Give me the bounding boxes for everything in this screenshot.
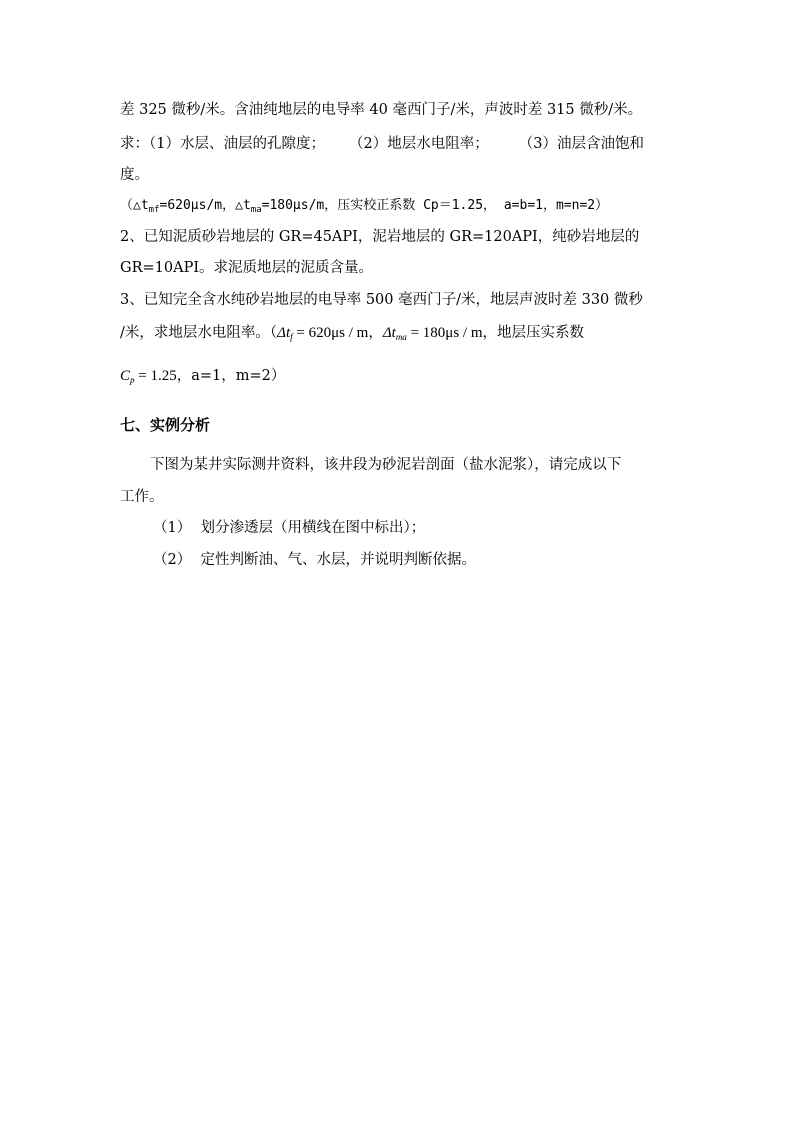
- problem-1-parameters: （$\triangle t_{mf}=620\mu s/m$，$\triangle t_{ma}=180\mu s/m$，压实校正系数 Cp＝1.25， a=b=1，m=n=2）: [120, 198, 609, 215]
- paragraph-line-2: 工作。: [120, 489, 164, 505]
- question-water-resistivity: （2）地层水电阻率；: [348, 136, 489, 152]
- formula-cp: $C_p = 1.25$: [120, 368, 177, 385]
- problem-2-line-1: 2、已知泥质砂岩地层的 GR=45API，泥岩地层的 GR=120API，纯砂岩地层的: [120, 229, 640, 245]
- problem-3-line-2: /米，求地层水电阻率。（$\Delta t_f = 620\mu s / m$，$\Delta t_{ma} = 180\mu s / m$，地层压实系数: [120, 325, 584, 342]
- formula-delta-tf: $\Delta t_f = 620\mu s / m$: [277, 325, 369, 342]
- task-2-text: 定性判断油、气、水层，并说明判断依据。: [200, 552, 476, 568]
- problem-3-line-3: $C_p = 1.25$，a=1，m=2）: [120, 368, 286, 385]
- task-item-1: [153, 518, 713, 538]
- section-heading: 七、实例分析: [120, 416, 211, 434]
- problem-1-text-line-1: 差 325 微秒/米。含油纯地层的电导率 40 毫西门子/米，声波时差 315 微秒/米。: [120, 102, 643, 118]
- question-porosity: 求：（1）水层、油层的孔隙度；: [120, 136, 325, 152]
- task-item-2: [153, 550, 713, 570]
- task-2-number: （2）: [153, 552, 192, 568]
- paragraph-line-1: 下图为某井实际测井资料，该井段为砂泥岩剖面（盐水泥浆），请完成以下: [150, 457, 622, 473]
- problem-3-line-1: 3、已知完全含水纯砂岩地层的电导率 500 毫西门子/米，地层声波时差 330 微秒: [120, 292, 643, 308]
- problem-2-line-2: GR=10API。求泥质地层的泥质含量。: [120, 260, 374, 276]
- problem-1-questions: [120, 134, 680, 154]
- question-oil-saturation: （3）油层含油饱和: [518, 136, 644, 152]
- problem-1-text-line-3: 度。: [120, 167, 149, 183]
- formula-delta-tma: $\Delta t_{ma} = 180\mu s / m$: [382, 325, 483, 342]
- task-1-text: 划分渗透层（用横线在图中标出）；: [200, 520, 426, 536]
- task-1-number: （1）: [153, 520, 192, 536]
